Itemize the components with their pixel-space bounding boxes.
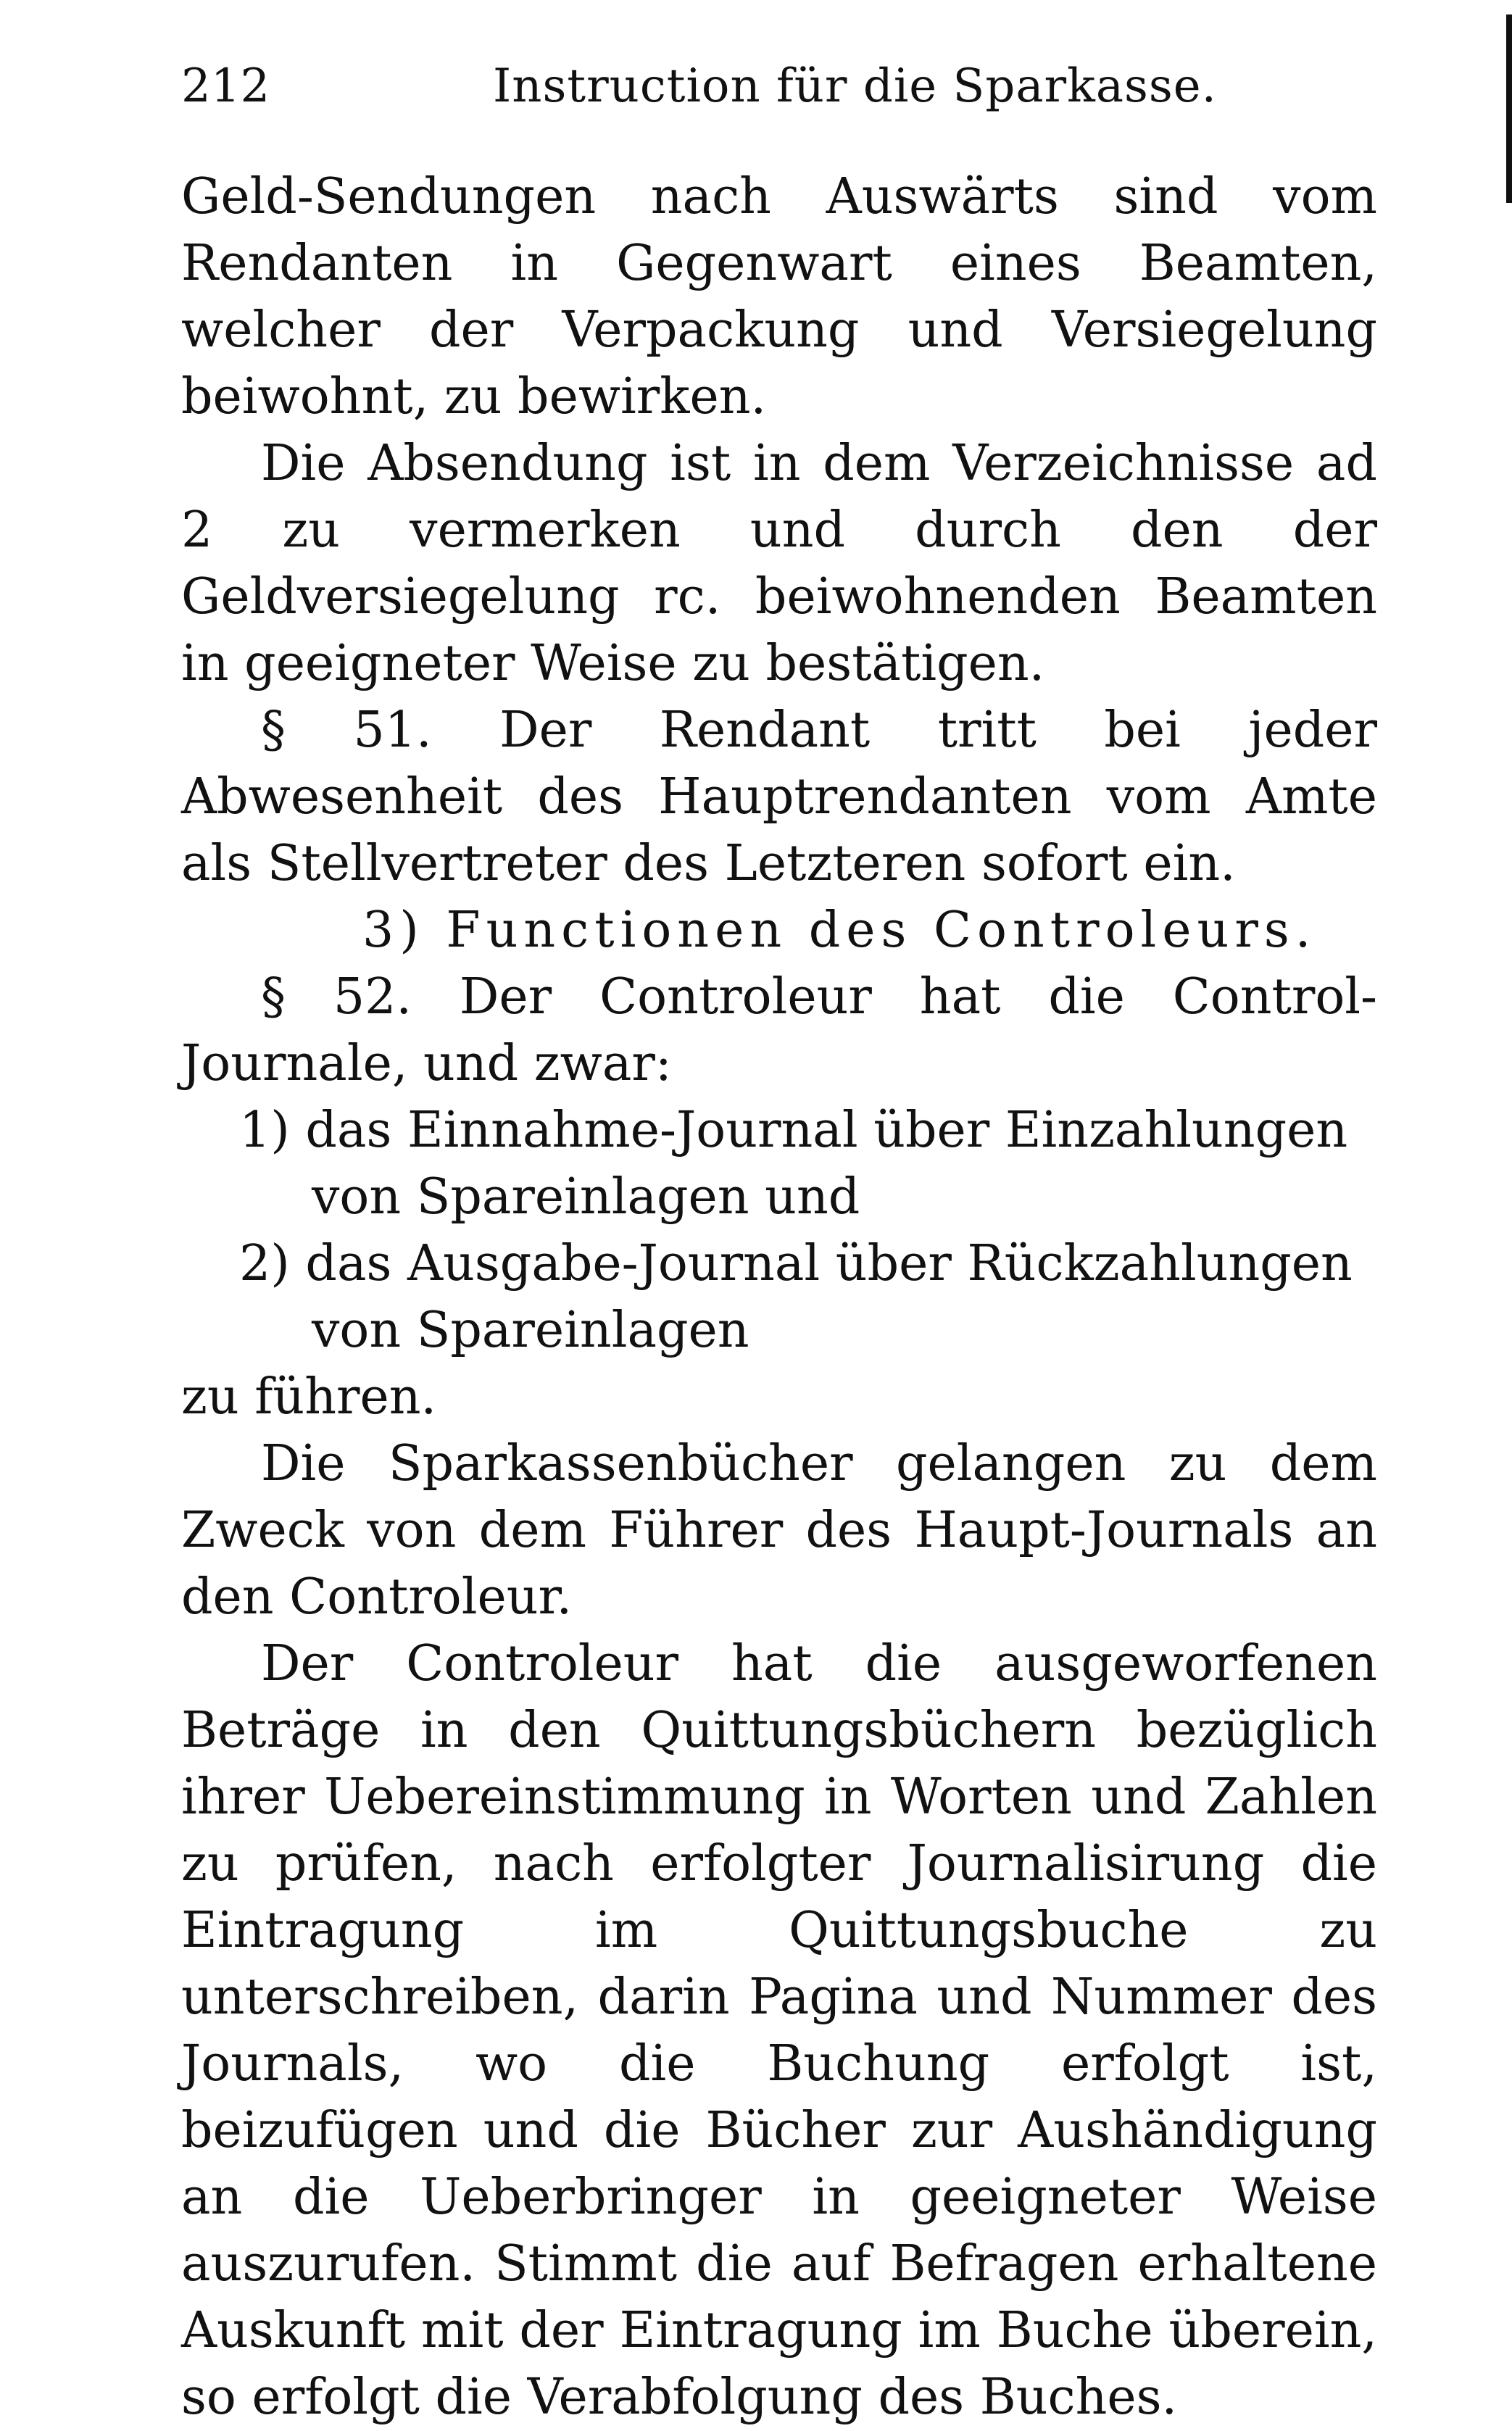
- paragraph-absendung: Die Absendung ist in dem Verzeichnisse ad 2 zu vermerken und durch den der Geldversiegelung rc. beiwohnenden Beamten in geeigneter Weise zu bestätigen.: [181, 435, 1377, 692]
- list-item-ausgabe-journal: 2) das Ausgabe-Journal über Rückzahlungen von Spareinlagen: [239, 1235, 1353, 1359]
- page-number: 212: [181, 59, 270, 113]
- margin-rule: [1506, 14, 1512, 203]
- paragraph-controleur-duties: Der Controleur hat die ausgeworfenen Beträge in den Quittungsbüchern bezüglich ihrer Uebereinstimmung in Worten und Zahlen zu prüfen, nach erfolgter Journalisirung die Eintragung im Quittungsbuche zu unterschreiben, darin Pagina und Nummer des Journals, wo die Buchung erfolgt ist, beizufügen und die Bücher zur Aushändigung an die Ueberbringer in geeigneter Weise auszurufen. Stimmt die auf Befragen erhaltene Auskunft mit der Eintragung im Buche überein, so erfolgt die Verabfolgung des Buches.: [181, 1635, 1377, 2426]
- running-title: Instruction für die Sparkasse.: [493, 59, 1217, 113]
- list-item-einnahme-journal: 1) das Einnahme-Journal über Einzahlungen von Spareinlagen und: [239, 1102, 1348, 1226]
- paragraph-sparkassenbuecher: Die Sparkassenbücher gelangen zu dem Zweck von dem Führer des Haupt-Journals an den Controleur.: [181, 1435, 1377, 1626]
- body-text: [181, 164, 1377, 2431]
- paragraph-section-51: § 51. Der Rendant tritt bei jeder Abwesenheit des Hauptrendanten vom Amte als Stellvertreter des Letzteren sofort ein.: [181, 702, 1377, 892]
- paragraph-zu-fuehren: zu führen.: [181, 1368, 437, 1426]
- paragraph-section-52: § 52. Der Controleur hat die Control-Journale, und zwar:: [181, 968, 1377, 1092]
- paragraph-geld-sendungen: Geld-Sendungen nach Auswärts sind vom Rendanten in Gegenwart eines Beamten, welcher der Verpackung und Versiegelung beiwohnt, zu bewirken.: [181, 168, 1377, 425]
- page-header: [181, 59, 1345, 132]
- section-heading: 3) Functionen des Controleurs.: [362, 902, 1317, 959]
